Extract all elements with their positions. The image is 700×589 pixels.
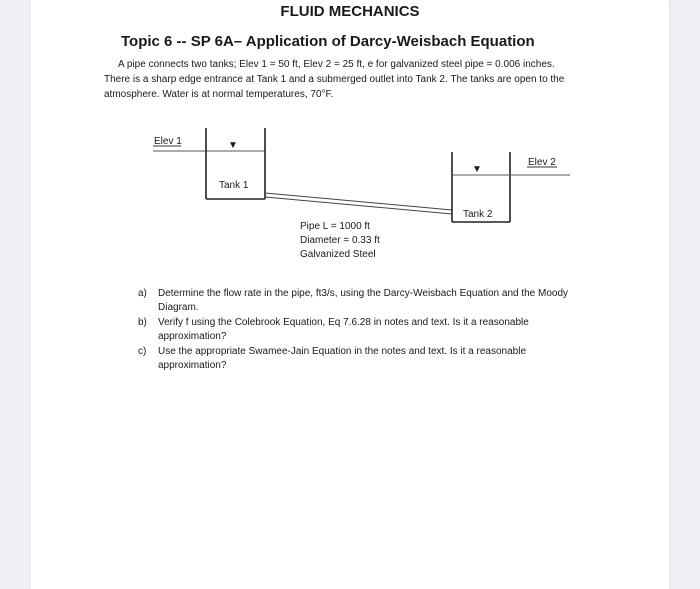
question-c <box>138 345 598 373</box>
course-title: FLUID MECHANICS <box>280 3 420 20</box>
pipe-top-edge <box>265 193 452 210</box>
elev1-label: Elev 1 <box>154 136 182 147</box>
question-a-line-1: Determine the flow rate in the pipe, ft3/s, using the Darcy-Weisbach Equation and the Moody <box>158 288 569 299</box>
tank2-label: Tank 2 <box>463 209 493 220</box>
problem-line-3: atmosphere. Water is at normal temperatures, 70°F. <box>104 89 334 100</box>
pipe-diameter-label: Diameter = 0.33 ft <box>300 235 380 246</box>
question-b-line-1: Verify f using the Colebrook Equation, Eq 7.6.28 in notes and text. Is it a reasonable <box>158 317 529 328</box>
question-list <box>138 287 598 374</box>
question-b <box>138 316 598 344</box>
tank1-water-symbol: ▼ <box>228 140 238 151</box>
question-c-marker: c) <box>138 346 147 357</box>
tank2-water-symbol: ▼ <box>472 164 482 175</box>
tank1-label: Tank 1 <box>219 180 249 191</box>
question-c-line-1: Use the appropriate Swamee-Jain Equation in the notes and text. Is it a reasonable <box>158 346 527 357</box>
elev2-label: Elev 2 <box>528 157 556 168</box>
question-b-line-2: approximation? <box>158 331 227 342</box>
pipe-material-label: Galvanized Steel <box>300 249 376 260</box>
problem-line-1: A pipe connects two tanks; Elev 1 = 50 ft, Elev 2 = 25 ft, e for galvanized steel pipe = 0.006 inches. <box>118 59 555 70</box>
question-a-marker: a) <box>138 288 147 299</box>
question-a <box>138 287 598 315</box>
topic-heading: Topic 6 -- SP 6A– Application of Darcy-Weisbach Equation <box>121 33 535 50</box>
question-a-line-2: Diagram. <box>158 302 199 313</box>
pipe-bottom-edge <box>265 197 452 214</box>
question-c-line-2: approximation? <box>158 360 227 371</box>
problem-line-2: There is a sharp edge entrance at Tank 1 and a submerged outlet into Tank 2. The tanks are open to the <box>104 74 565 85</box>
pipe-length-label: Pipe L = 1000 ft <box>300 221 370 232</box>
question-b-marker: b) <box>138 317 147 328</box>
